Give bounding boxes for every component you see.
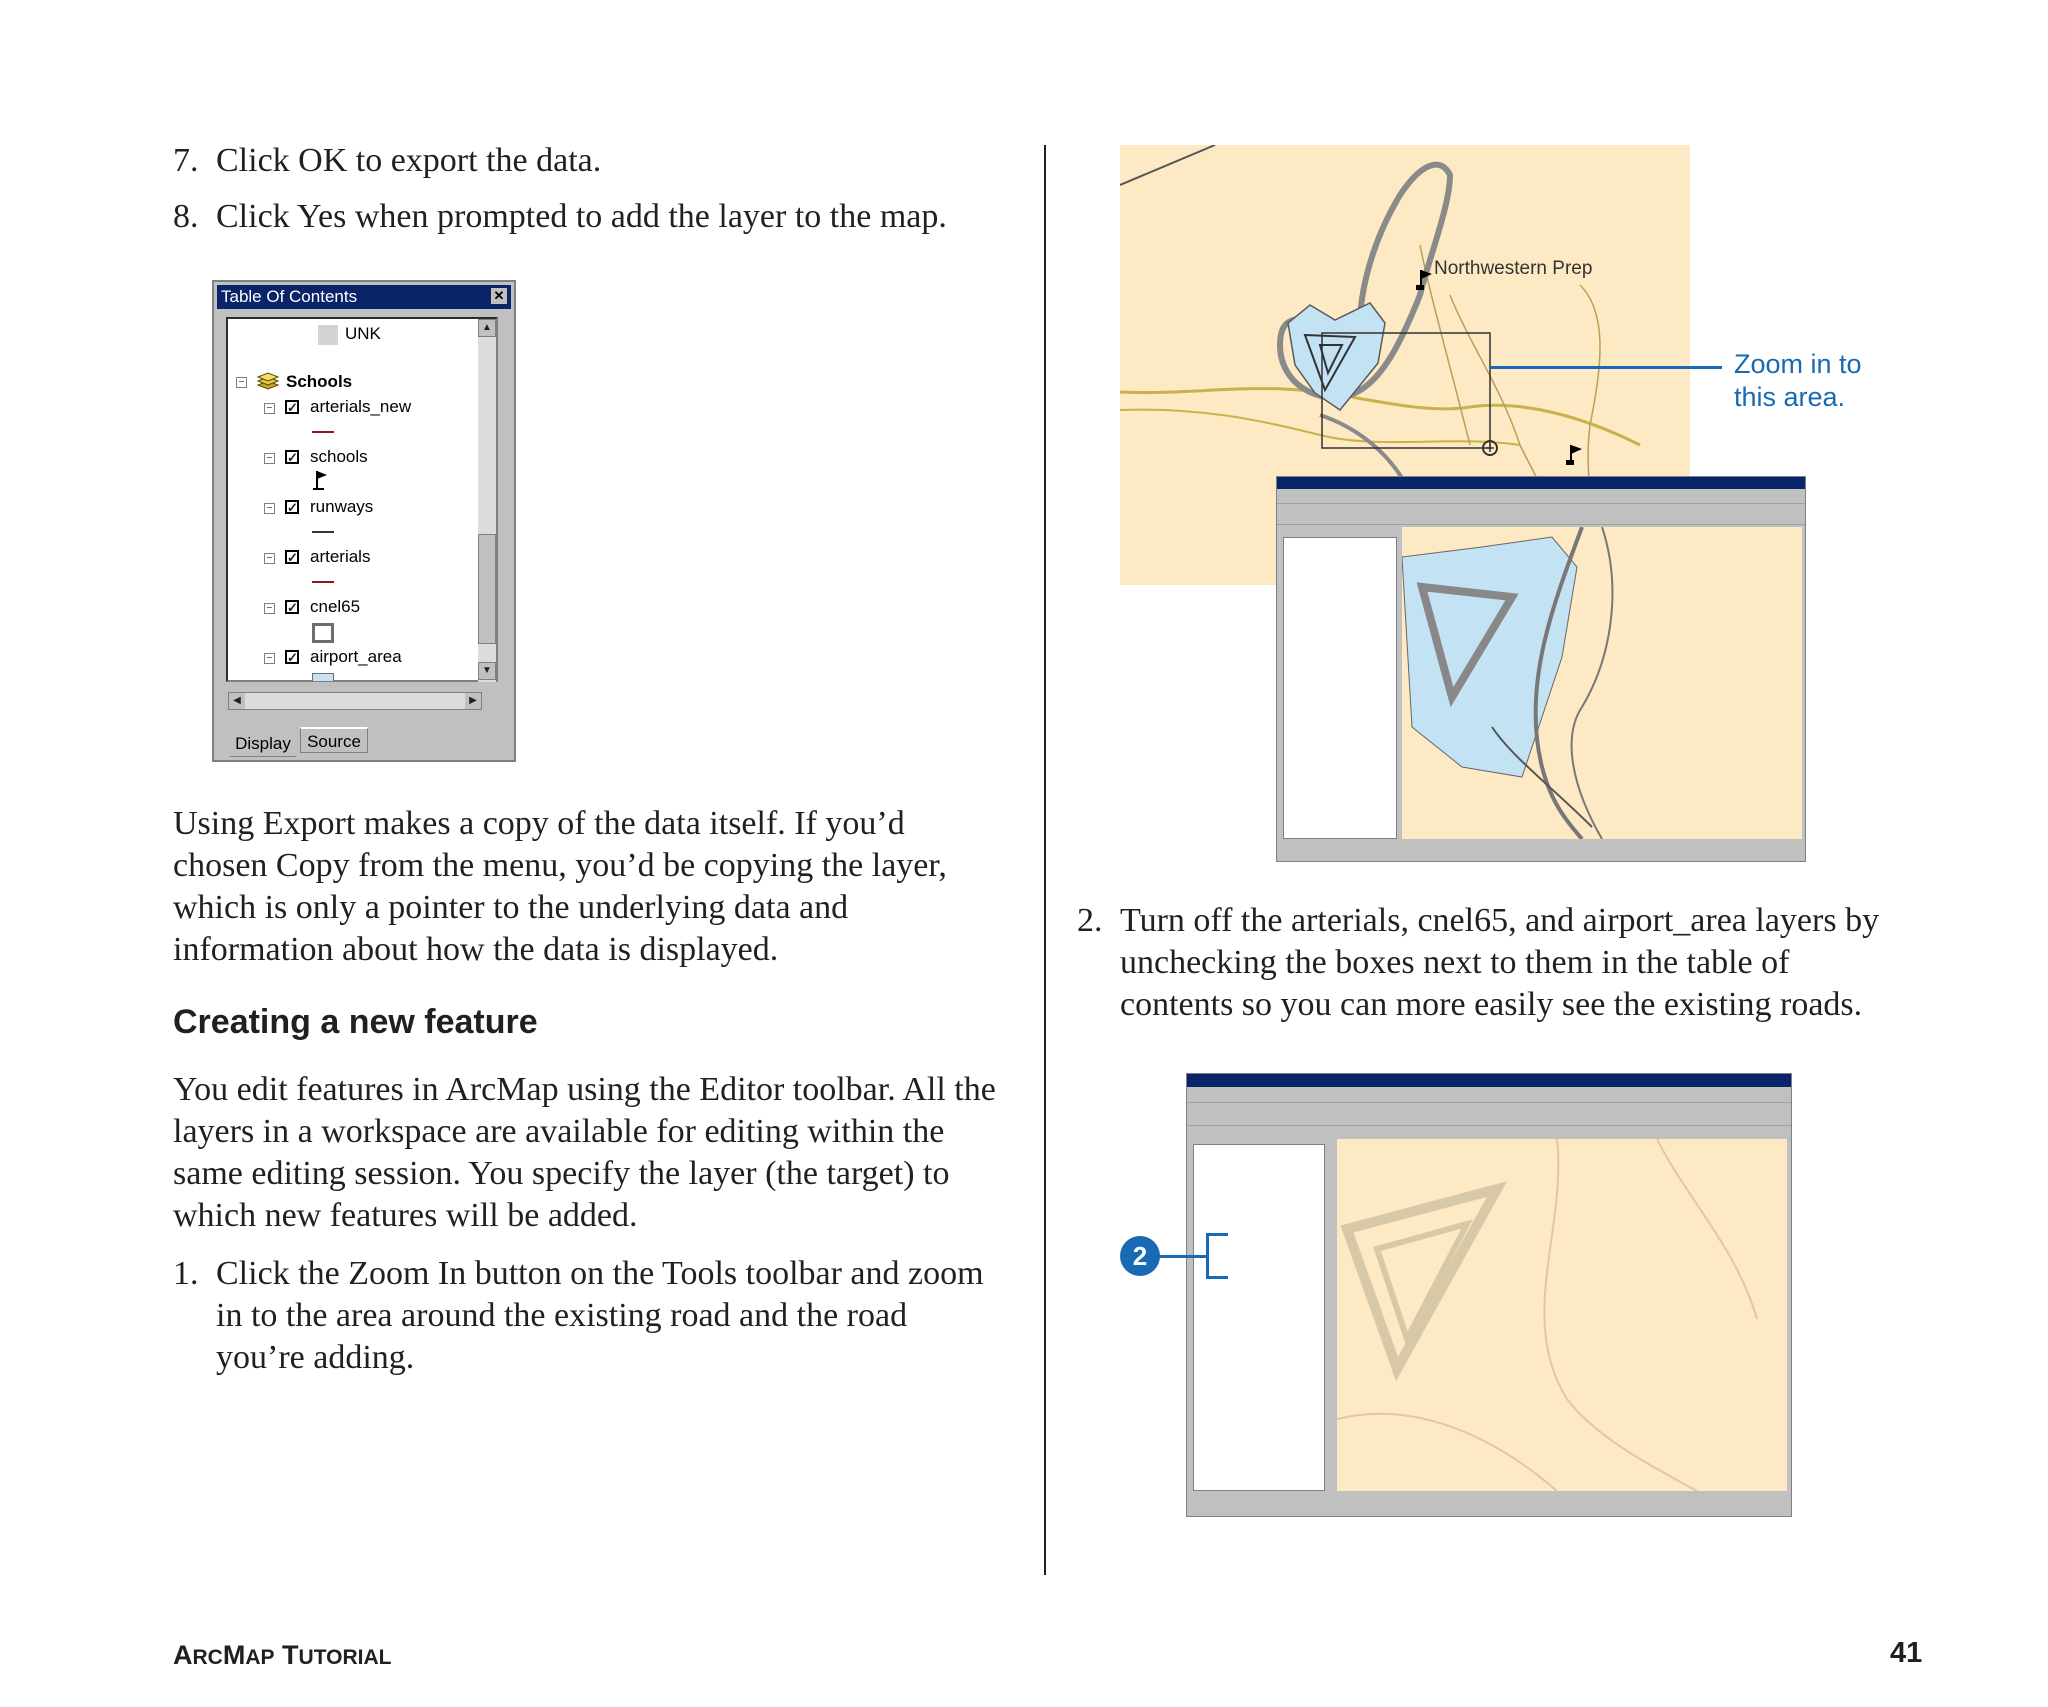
step-line: in to the area around the existing road and the road — [216, 1297, 908, 1334]
step-7 — [173, 140, 993, 182]
callout-line-1: Zoom in to — [1734, 349, 1862, 379]
map-view — [1337, 1139, 1787, 1491]
step-8 — [173, 196, 993, 238]
layer-label: cnel65 — [310, 597, 361, 616]
line-symbol — [312, 431, 334, 433]
step-line: contents so you can more easily see the existing roads. — [1120, 986, 1863, 1023]
horizontal-scrollbar[interactable] — [228, 692, 482, 710]
line-symbol — [312, 581, 334, 583]
paragraph-line: which is only a pointer to the underlying data and — [173, 889, 849, 926]
layer-checkbox-arterials-new[interactable]: ✓ — [287, 400, 298, 415]
toc-title-bar — [217, 285, 511, 309]
toolbar — [1187, 1103, 1791, 1126]
menu-bar — [1187, 1087, 1791, 1103]
column-divider — [1044, 145, 1046, 1575]
toc-title: Table Of Contents — [221, 287, 358, 306]
step-line: Turn off the arterials, cnel65, and airport_area layers by — [1120, 902, 1880, 939]
group-label-schools: Schools — [286, 372, 353, 391]
step-text: Click Yes when prompted to add the layer to the map. — [216, 198, 947, 235]
section-heading: Creating a new feature — [173, 1003, 538, 1041]
title-bar — [1187, 1074, 1791, 1087]
step-text — [1120, 900, 1879, 1026]
callout-bracket-vertical — [1206, 1233, 1209, 1279]
collapse-icon[interactable]: − — [264, 603, 275, 614]
polygon-symbol — [312, 673, 334, 681]
step-line: unchecking the boxes next to them in the table of — [1120, 944, 1790, 981]
layer-checkbox-airport-area[interactable]: ✓ — [287, 650, 298, 665]
step-2 — [1077, 900, 1977, 1030]
step-number: 1. — [173, 1255, 199, 1292]
paragraph-line: You edit features in ArcMap using the Editor toolbar. All the — [173, 1071, 996, 1108]
callout-bracket-top — [1206, 1233, 1228, 1236]
callout-line — [1490, 366, 1722, 369]
footer-small: AP — [245, 1646, 275, 1669]
page-number: 41 — [1890, 1637, 1923, 1669]
line-symbol — [312, 531, 334, 533]
menu-bar — [1277, 489, 1805, 504]
collapse-icon[interactable]: − — [264, 453, 275, 464]
paragraph-line: which new features will be added. — [173, 1197, 638, 1234]
collapse-icon[interactable]: − — [236, 377, 247, 388]
layer-label: airport_area — [310, 647, 402, 666]
footer-small: RC — [192, 1646, 223, 1669]
step-1 — [173, 1253, 1033, 1383]
callout-line-2: this area. — [1734, 382, 1846, 412]
layer-checkbox-cnel65[interactable]: ✓ — [287, 600, 298, 615]
layer-checkbox-schools[interactable]: ✓ — [287, 450, 298, 465]
layer-group-icon — [256, 371, 280, 391]
footer-cap: M — [222, 1640, 246, 1670]
title-bar — [1277, 477, 1805, 489]
step-number: 7. — [173, 142, 199, 179]
paragraph-line: Using Export makes a copy of the data itself. If you’d — [173, 805, 905, 842]
footer-small: UTORIAL — [298, 1646, 392, 1669]
layer-label: runways — [310, 497, 374, 516]
tab-source[interactable]: Source — [300, 727, 368, 753]
map-view — [1402, 527, 1802, 839]
toc-pane — [1193, 1144, 1325, 1491]
step-text — [216, 1253, 984, 1379]
paragraph-export-copy — [173, 803, 993, 971]
close-icon[interactable]: ✕ — [491, 288, 507, 304]
map-label-northwestern-prep: Northwestern Prep — [1434, 258, 1593, 279]
arcmap-window-2 — [1186, 1073, 1792, 1517]
layer-checkbox-runways[interactable]: ✓ — [287, 500, 298, 515]
paragraph-line: same editing session. You specify the layer (the target) to — [173, 1155, 950, 1192]
callout-badge-2: 2 — [1120, 1236, 1160, 1276]
footer-cap: A — [173, 1640, 193, 1670]
scroll-down-arrow[interactable]: ▼ — [478, 662, 496, 680]
toolbar — [1277, 504, 1805, 525]
step-text: Click OK to export the data. — [216, 142, 602, 179]
tab-display[interactable]: Display — [230, 732, 296, 757]
paragraph-line: information about how the data is displayed. — [173, 931, 779, 968]
collapse-icon[interactable]: − — [264, 653, 275, 664]
arcmap-window-1 — [1276, 476, 1806, 862]
layer-label: schools — [310, 447, 368, 466]
collapse-icon[interactable]: − — [264, 553, 275, 564]
polygon-symbol — [312, 623, 334, 643]
vertical-scrollbar[interactable] — [478, 319, 496, 682]
step-line: Click the Zoom In button on the Tools toolbar and zoom — [216, 1255, 984, 1292]
callout-zoom-in — [1734, 348, 1862, 414]
scroll-left-arrow[interactable]: ◀ — [229, 693, 245, 709]
paragraph-line: chosen Copy from the menu, you’d be copying the layer, — [173, 847, 947, 884]
scroll-up-arrow[interactable]: ▲ — [478, 319, 496, 337]
paragraph-line: layers in a workspace are available for editing within the — [173, 1113, 945, 1150]
unk-label: UNK — [345, 324, 381, 343]
flag-icon — [312, 469, 332, 491]
step-line: you’re adding. — [216, 1339, 415, 1376]
footer-cap: T — [282, 1640, 299, 1670]
scroll-thumb[interactable] — [478, 534, 496, 644]
table-of-contents-window — [212, 280, 516, 762]
step-number: 2. — [1077, 902, 1103, 939]
toc-layer-list — [226, 317, 498, 682]
callout-bracket-bottom — [1206, 1276, 1228, 1279]
collapse-icon[interactable]: − — [264, 403, 275, 414]
collapse-icon[interactable]: − — [264, 503, 275, 514]
layer-label: arterials_new — [310, 397, 412, 416]
layer-checkbox-arterials[interactable]: ✓ — [287, 550, 298, 565]
footer-title — [173, 1640, 392, 1671]
layer-label: arterials — [310, 547, 371, 566]
scroll-right-arrow[interactable]: ▶ — [465, 693, 481, 709]
toc-pane — [1283, 537, 1397, 839]
paragraph-editor-toolbar — [173, 1069, 1033, 1237]
unk-swatch — [318, 325, 338, 345]
step-number: 8. — [173, 198, 199, 235]
